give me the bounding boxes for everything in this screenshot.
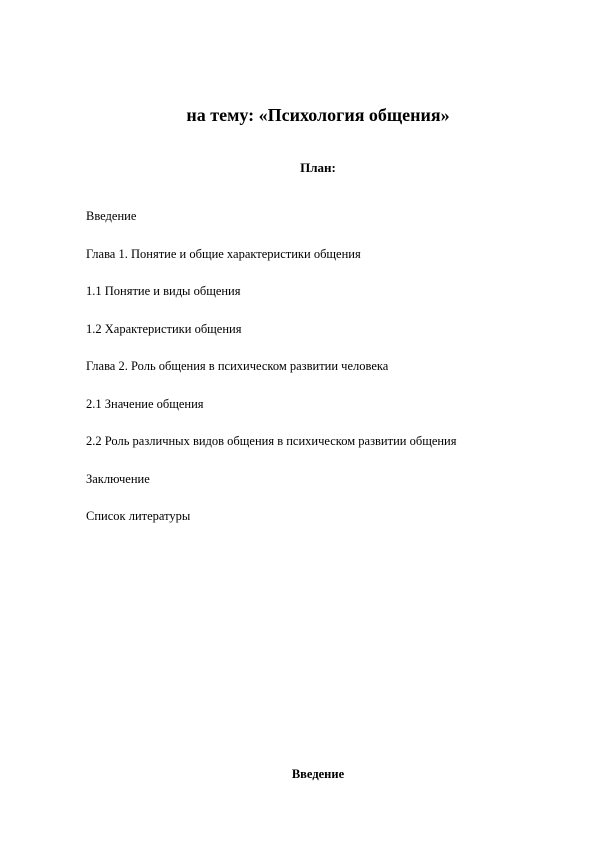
section-heading-introduction: Введение xyxy=(291,767,345,781)
toc-item-section-2-1: 2.1 Значение общения xyxy=(86,396,204,411)
toc-item-conclusion: Заключение xyxy=(86,471,150,486)
toc-item-chapter-1: Глава 1. Понятие и общие характеристики общения xyxy=(86,246,361,261)
toc-item-introduction: Введение xyxy=(86,209,137,223)
toc-item-section-1-2: 1.2 Характеристики общения xyxy=(86,321,242,336)
toc-item-chapter-2: Глава 2. Роль общения в психическом развитии человека xyxy=(86,359,389,373)
toc-item-section-2-2: 2.2 Роль различных видов общения в психическом развитии общения xyxy=(86,434,457,448)
toc-item-references: Список литературы xyxy=(86,509,191,523)
document-title: на тему: «Психология общения» xyxy=(186,105,450,125)
toc-item-section-1-1: 1.1 Понятие и виды общения xyxy=(86,284,241,298)
table-of-contents xyxy=(86,208,566,546)
plan-heading: План: xyxy=(300,160,336,175)
